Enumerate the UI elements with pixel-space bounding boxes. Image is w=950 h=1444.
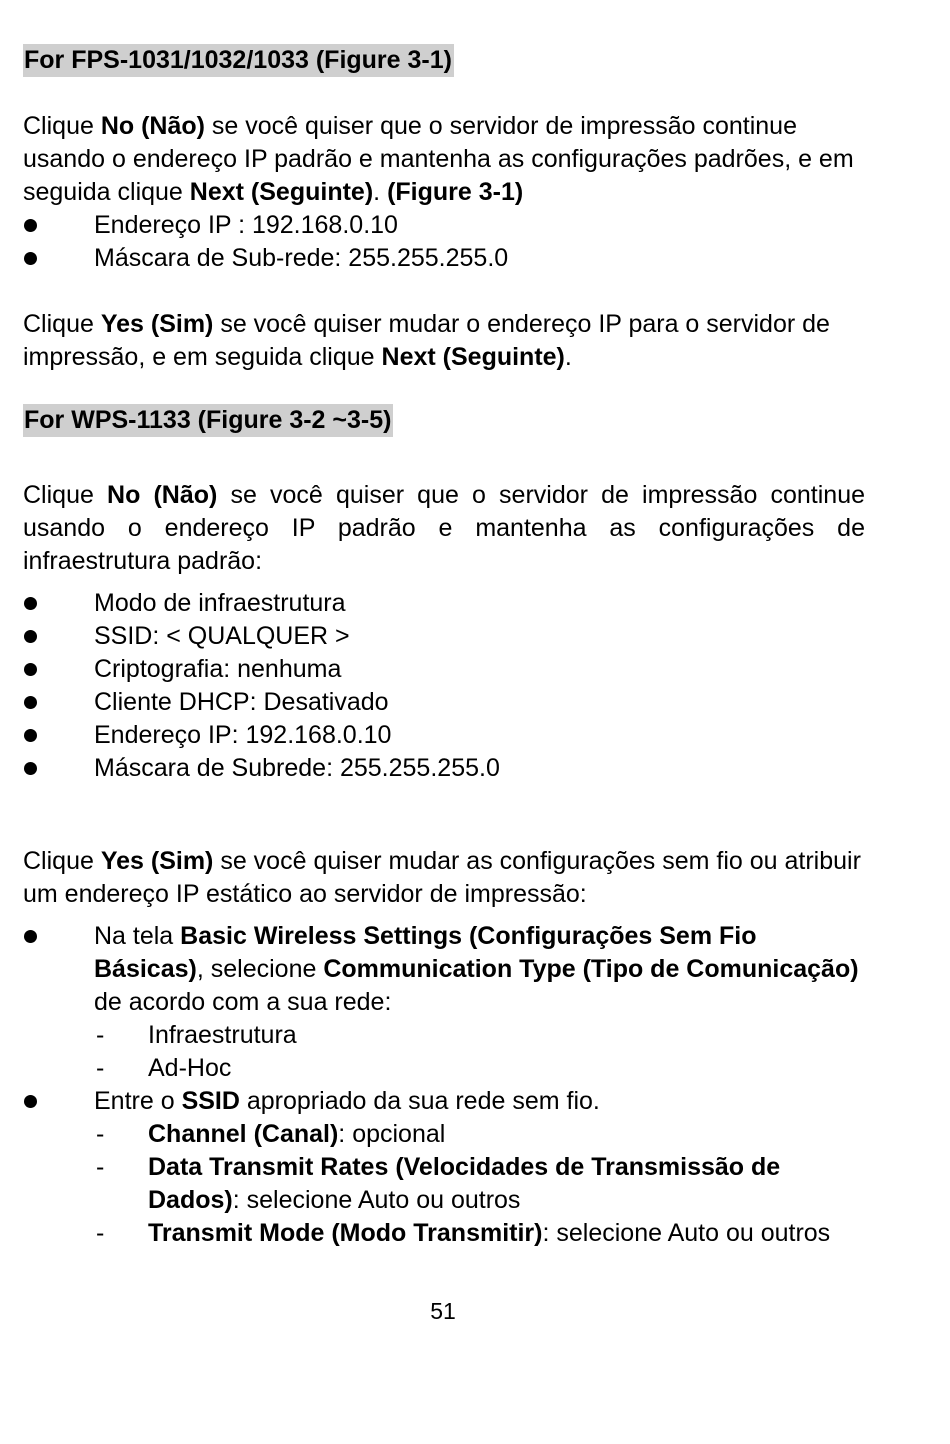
bullet-icon (24, 663, 37, 676)
fps-no-paragraph: Clique No (Não) se você quiser que o servidor de impressão continue usando o endereço IP padrão e mantenha as configurações padrões, e em seguida clique Next (Seguinte). (Figure 3-1) (23, 112, 854, 206)
bullet-icon (24, 762, 37, 775)
wps-default-settings-list (23, 587, 865, 785)
list-item: Máscara de Subrede: 255.255.255.0 (23, 752, 865, 785)
next-button-label: Next (Seguinte) (189, 178, 374, 206)
ssid-settings-list (94, 1118, 865, 1250)
list-item: - Infraestrutura (94, 1019, 865, 1052)
bullet-icon (24, 930, 37, 943)
list-item: - Data Transmit Rates (Velocidades de Transmissão de Dados): selecione Auto ou outros (96, 1153, 781, 1214)
list-item: - Ad-Hoc (94, 1052, 865, 1085)
list-item: Cliente DHCP: Desativado (23, 686, 865, 719)
bullet-icon (24, 729, 37, 742)
ssid-label: SSID (181, 1087, 240, 1115)
list-item: Máscara de Sub-rede: 255.255.255.0 (23, 242, 865, 275)
bullet-icon (24, 597, 37, 610)
bullet-icon (24, 696, 37, 709)
wps-yes-paragraph: Clique Yes (Sim) se você quiser mudar as configurações sem fio ou atribuir um endereço IP estático ao servidor de impressão: (23, 847, 861, 908)
wps-no-paragraph: Clique No (Não) se você quiser que o servidor de impressão continue usando o endereço IP padrão e mantenha as configurações de infraestrutura padrão: (23, 481, 866, 575)
yes-option-label: Yes (Sim) (100, 310, 214, 338)
dash-icon: - (96, 1054, 105, 1082)
figure-reference: (Figure 3-1) (387, 178, 524, 206)
dash-icon: - (96, 1120, 105, 1148)
wps-wireless-steps-list (23, 920, 865, 1250)
page-number: 51 (430, 1298, 456, 1324)
yes-option-label: Yes (Sim) (100, 847, 214, 875)
list-item: Endereço IP: 192.168.0.10 (23, 719, 865, 752)
communication-type-options (94, 1019, 865, 1085)
bullet-icon (24, 252, 37, 265)
next-button-label: Next (Seguinte) (381, 343, 565, 371)
bullet-icon (24, 219, 37, 232)
bullet-icon (24, 1095, 37, 1108)
dash-icon: - (96, 1021, 105, 1049)
no-option-label: No (Não) (107, 481, 218, 509)
list-item: Entre o SSID apropriado da sua rede sem fio. - Channel (Canal): opcional - Data Transmit Rates (Velocidades de Transmissão de Dados): selecione Auto ou outros - Transmit Mode (Modo Transmitir): selecione Auto ou outros (23, 1085, 865, 1250)
list-item: - Channel (Canal): opcional (94, 1118, 865, 1151)
list-item: Na tela Basic Wireless Settings (Configurações Sem Fio Básicas), selecione Communication Type (Tipo de Comunicação) de acordo com a sua rede: - Infraestrutura - Ad-Hoc (23, 920, 865, 1085)
bullet-icon (24, 630, 37, 643)
manual-page (23, 44, 865, 1250)
section-heading-fps: For FPS-1031/1032/1033 (Figure 3-1) (23, 44, 454, 77)
list-item: Criptografia: nenhuma (23, 653, 865, 686)
list-item: Modo de infraestrutura (23, 587, 865, 620)
basic-wireless-settings-label: Basic Wireless Settings (Configurações Sem Fio Básicas) (94, 922, 757, 983)
list-item: SSID: < QUALQUER > (23, 620, 865, 653)
no-option-label: No (Não) (100, 112, 205, 140)
dash-icon: - (96, 1153, 105, 1181)
section-heading-wps: For WPS-1133 (Figure 3-2 ~3-5) (23, 404, 393, 437)
dash-icon: - (96, 1219, 105, 1247)
fps-yes-paragraph: Clique Yes (Sim) se você quiser mudar o endereço IP para o servidor de impressão, e em seguida clique Next (Seguinte). (23, 310, 830, 371)
list-item: - Transmit Mode (Modo Transmitir): selecione Auto ou outros (94, 1217, 865, 1250)
communication-type-label: Communication Type (Tipo de Comunicação) (323, 955, 859, 983)
fps-default-settings-list (23, 209, 865, 275)
list-item: Endereço IP : 192.168.0.10 (23, 209, 865, 242)
